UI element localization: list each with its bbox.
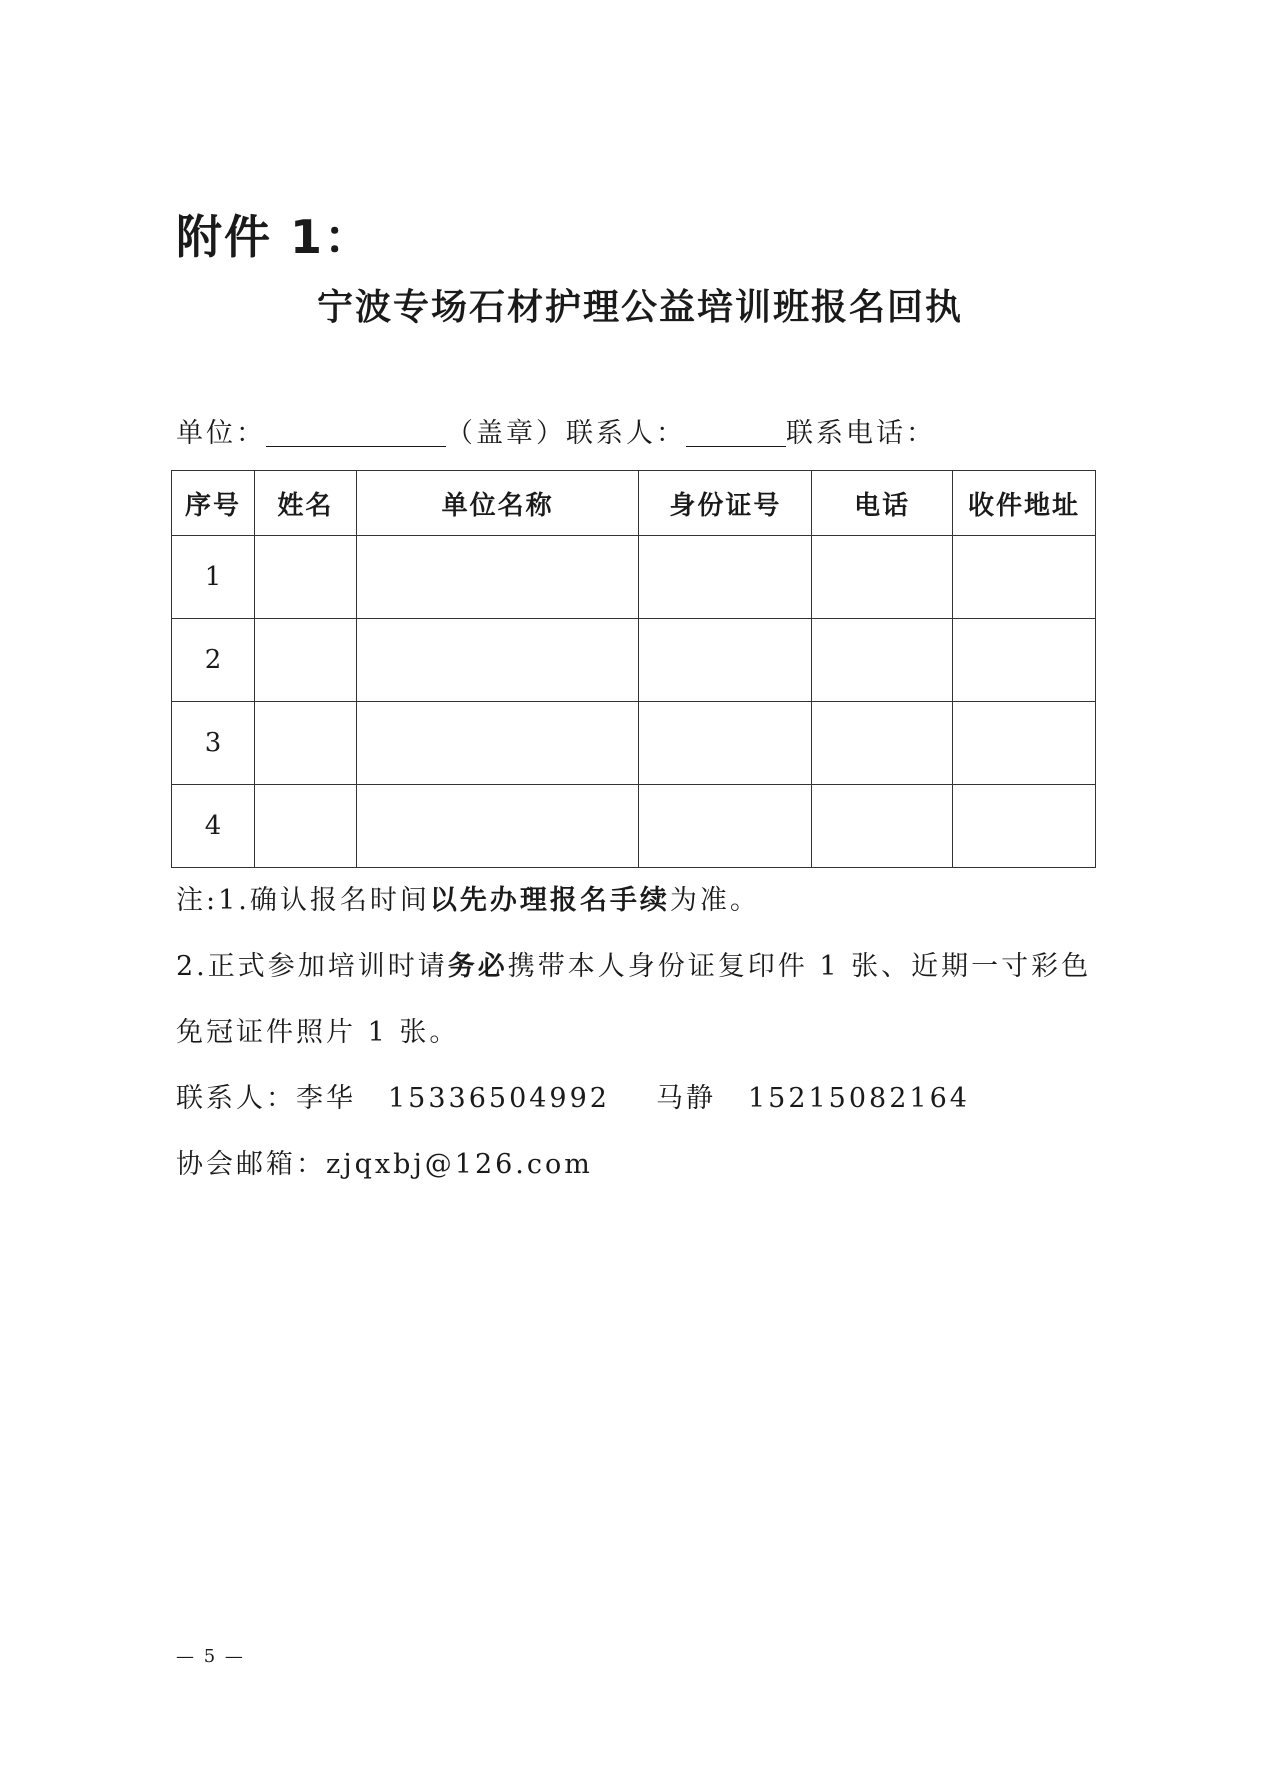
phone-cell[interactable] bbox=[812, 702, 953, 785]
note-line-3: 免冠证件照片 1 张。 bbox=[176, 1017, 460, 1048]
email-address[interactable]: zjqxbj@126.com bbox=[326, 1149, 593, 1180]
email-label: 协会邮箱： bbox=[176, 1149, 326, 1180]
note-1-text: 注:1.确认报名时间 bbox=[176, 885, 430, 916]
note-1-emphasis: 以先办理报名手续 bbox=[429, 885, 670, 916]
form-info-line bbox=[176, 420, 936, 447]
name-cell[interactable] bbox=[254, 785, 356, 868]
contact-label: 联系人： bbox=[566, 418, 686, 449]
header-name: 姓名 bbox=[254, 471, 356, 536]
table-row bbox=[172, 785, 1096, 868]
note-2-tail: 携带本人身份证复印件 1 张、近期一寸彩色 bbox=[507, 951, 1092, 982]
registration-table bbox=[171, 470, 1096, 868]
row-index: 1 bbox=[172, 536, 255, 619]
attachment-heading: 附件 1： bbox=[176, 210, 373, 264]
id-number-cell[interactable] bbox=[639, 536, 812, 619]
address-cell[interactable] bbox=[953, 702, 1096, 785]
header-address: 收件地址 bbox=[953, 471, 1096, 536]
unit-name-cell[interactable] bbox=[356, 619, 639, 702]
document-title: 宁波专场石材护理公益培训班报名回执 bbox=[316, 287, 963, 328]
table-row bbox=[172, 619, 1096, 702]
address-cell[interactable] bbox=[953, 536, 1096, 619]
id-number-cell[interactable] bbox=[639, 702, 812, 785]
table-row bbox=[172, 536, 1096, 619]
contacts-label: 联系人： bbox=[176, 1083, 296, 1114]
row-index: 2 bbox=[172, 619, 255, 702]
header-phone: 电话 bbox=[812, 471, 953, 536]
table-row bbox=[172, 702, 1096, 785]
unit-label: 单位： bbox=[176, 418, 266, 449]
address-cell[interactable] bbox=[953, 785, 1096, 868]
phone-cell[interactable] bbox=[812, 785, 953, 868]
note-2-text: 2.正式参加培训时请 bbox=[176, 951, 448, 982]
contacts-line bbox=[176, 1085, 970, 1112]
id-number-cell[interactable] bbox=[639, 785, 812, 868]
row-index: 3 bbox=[172, 702, 255, 785]
name-cell[interactable] bbox=[254, 702, 356, 785]
name-cell[interactable] bbox=[254, 619, 356, 702]
note-line-2 bbox=[176, 953, 1091, 980]
note-line-1 bbox=[176, 887, 760, 914]
contact-2-phone: 15215082164 bbox=[747, 1083, 970, 1114]
page-number: — 5 — bbox=[176, 1646, 245, 1667]
phone-cell[interactable] bbox=[812, 536, 953, 619]
header-unit-name: 单位名称 bbox=[356, 471, 639, 536]
note-2-emphasis: 务必 bbox=[447, 951, 508, 982]
unit-name-cell[interactable] bbox=[356, 785, 639, 868]
contact-1-name: 李华 bbox=[296, 1083, 356, 1114]
header-index: 序号 bbox=[172, 471, 255, 536]
note-1-tail: 为准。 bbox=[669, 885, 760, 916]
unit-blank bbox=[266, 422, 446, 447]
email-line bbox=[176, 1151, 593, 1178]
unit-name-cell[interactable] bbox=[356, 702, 639, 785]
contact-1-phone: 15336504992 bbox=[388, 1083, 610, 1114]
name-cell[interactable] bbox=[254, 536, 356, 619]
id-number-cell[interactable] bbox=[639, 619, 812, 702]
seal-label: （盖章） bbox=[446, 418, 566, 449]
phone-label: 联系电话： bbox=[786, 418, 936, 449]
contact-2-name: 马静 bbox=[655, 1083, 716, 1114]
header-id-number: 身份证号 bbox=[639, 471, 812, 536]
contact-blank bbox=[686, 422, 786, 447]
phone-cell[interactable] bbox=[812, 619, 953, 702]
row-index: 4 bbox=[172, 785, 255, 868]
address-cell[interactable] bbox=[953, 619, 1096, 702]
table-header-row bbox=[172, 471, 1096, 536]
unit-name-cell[interactable] bbox=[356, 536, 639, 619]
